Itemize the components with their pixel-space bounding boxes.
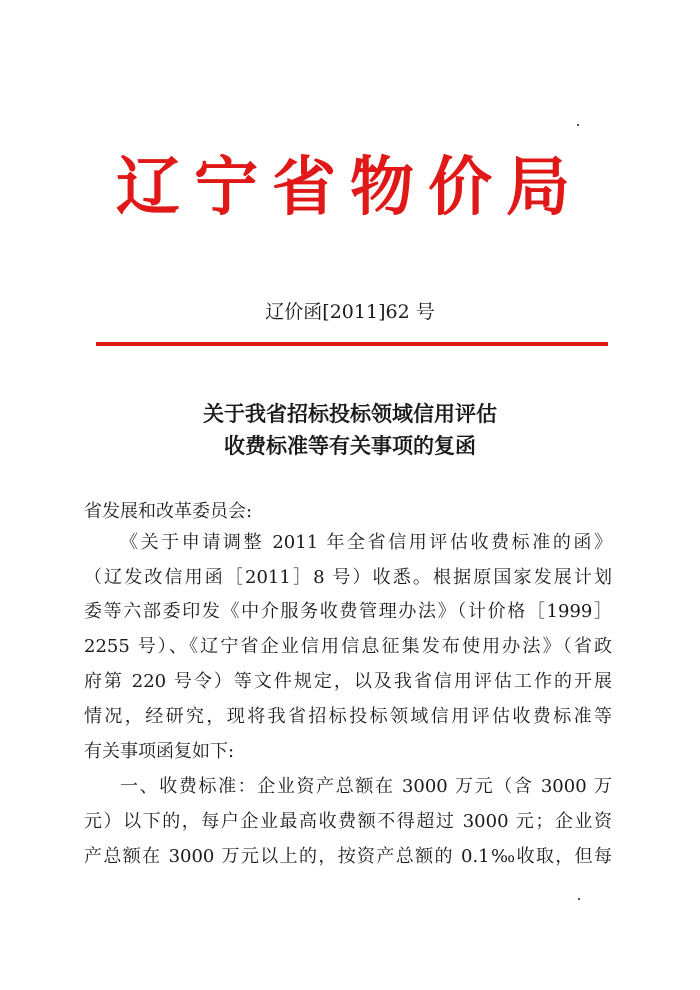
body-line-9: 元）以下的，每户企业最高收费额不得超过 3000 元；企业资 [84,811,612,832]
body-line-8: 一、收费标准：企业资产总额在 3000 万元（含 3000 万 [120,776,612,797]
scan-speck [578,898,580,900]
body-line-10: 产总额在 3000 万元以上的，按资产总额的 0.1‰收取，但每 [84,846,612,867]
document-number: 辽价函[2011]62 号 [265,301,435,323]
body-line-5: 府第 220 号令）等文件规定，以及我省信用评估工作的开展 [84,671,612,692]
addressee: 省发展和改革委员会: [84,501,253,522]
body-line-7: 有关事项函复如下: [84,741,235,762]
body-line-2: （辽发改信用函［2011］8 号）收悉。根据原国家发展计划 [84,567,612,588]
body-line-1: 《关于申请调整 2011 年全省信用评估收费标准的函》 [120,532,612,553]
organization-header: 辽宁省物价局 [116,151,584,225]
document-title-line-1: 关于我省招标投标领域信用评估 [203,401,497,426]
document-title-line-2: 收费标准等有关事项的复函 [224,433,476,458]
body-line-6: 情况，经研究，现将我省招标投标领域信用评估收费标准等 [84,706,612,727]
scan-speck [577,124,579,126]
body-line-4: 2255 号）、《辽宁省企业信用信息征集发布使用办法》（省政 [84,636,612,657]
red-divider-line [96,342,608,346]
body-line-3: 委等六部委印发《中介服务收费管理办法》（计价格［1999］ [84,601,612,622]
